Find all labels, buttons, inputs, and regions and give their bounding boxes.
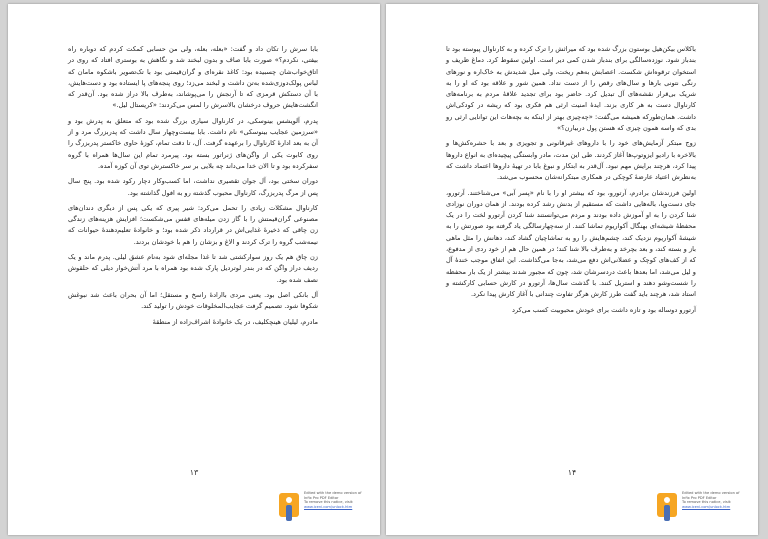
watermark-line1: Edited with the demo version of	[304, 491, 362, 495]
page-text	[68, 44, 318, 332]
paragraph: آرتورو دوساله بود و تازه داشت برای خودش محبوبیت کسب می‌کرد	[511, 305, 696, 314]
paragraph: آل بانکی اصل بود. یعنی مردی باارادهٔ راسخ و مستقل؛ اما آن بحران باعث شد نبوغش شکوفا شود. تصمیم گرفت عجایب‌المخلوقات خودش را تولید کند.	[68, 290, 318, 311]
page-number: ۱۴	[567, 468, 577, 477]
paragraph: باکلاس بیکن‌هیل بوستون بزرگ شده بود که میراثش را ترک کرده و به کارناوال پیوسته بود تا بندباز شود. نوزده‌سالگی برای بندباز شدن کمی دیر است. اولین سقوط کرد. دماغ ظریف و استخوان ترقوه‌اش شکست. اعصابش به‌هم ریخت، ولی میل شدیدش به خاک‌اره و نورهای رنگی نتونی بارها و سال‌های رقص را از دست نداد. همین شور و علاقه بود که او را به شریک بی‌قرار نقشه‌های آل تبدیل کرد. حاضر بود برای تجدید علاقهٔ مردم به برنامه‌های کارناوال دست به هر کاری بزند. ایدهٔ امنیت ارثی هم فکری بود که ریشه در کودکی‌اش داشت. همان‌طورکه همیشه می‌گفت: «چه‌چیزی بهتر از اینکه به بچه‌هات این توانایی ارثی رو بدی که واسه همون چیزی که هستن پول دربیارن؟»	[446, 45, 696, 133]
watermark-line3: To remove this notice, visit:	[682, 500, 732, 505]
watermark-line2: Infix Pro PDF Editor	[682, 495, 717, 500]
page-text	[446, 44, 696, 320]
paragraph: پدرم، آلویشس بینوسکی، در کارناوال سیاری بزرگ شده بود که متعلق به پدرش بود و «سرزمین عجایب بینوسکی» نام داشت. بابا بیست‌وچهار سال داشت که پدربزرگ مرد و از آن به بعد ادارهٔ کارناوال را برعهده گرفت. آل، تا دقت تمام، کوزهٔ حاوی خاکستر پدربزرگ را روی کابوت یکی از واگن‌های ژنراتور بسته بود. پیرمرد تمام این سال‌ها همراه با گروه سفرکرده بود و تا الان خدا می‌داند چه بلایی بر سر خاکسترش توی آن کوزه آمده.	[68, 116, 318, 170]
demo-watermark	[276, 488, 380, 528]
paragraph: مادرم، لیلیان هینچکلیف، در یک خانوادهٔ اشراف‌زاده از منطقهٔ	[152, 317, 318, 326]
paragraph: دوران سختی بود، آل جوان تقصیری نداشت، اما کسب‌وکار دچار رکود شده بود. پنج سال پس از مرگ پدربزرگ، کارناوال محبوب گذشته رو به افول گذاشته بود.	[68, 177, 318, 197]
demo-watermark	[654, 488, 758, 528]
paragraph: زوج مبتکر آزمایش‌های خود را با داروهای غیرقانونی و تجویزی و بعد با حشره‌کش‌ها و بالاخره با رادیو ایزوتوپ‌ها آغاز کردند. طی این مدت، مادر وابستگی پیچیده‌ای به انواع داروها پیدا کرد، هرچند برایش مهم نبود. آل‌قدر به ابتکار و نبوغ بابا در تهیهٔ داروها اعتماد داشت که به‌نظرش اعتیاد عارضهٔ کوچکی در همکاری مبتکرانه‌شان محسوب می‌شد.	[446, 139, 696, 182]
paragraph: اولین فرزندشان برادرم، آرتورو، بود که بیشتر او را با نام «پسر آبی» می‌شناختند. آرتورو، جای دست‌وپا، باله‌هایی داشت که مستقیم از بدنش رشد کرده بودند. از همان دوران نوزادی شنا کردن را به او آموزش داده بودند و مردم می‌توانستند شنا کردن آرتورو لخت را در یک محفظهٔ شیشه‌ای بهنگال آکواریوم تماشا کنند. از سه‌چهارسالگی یاد گرفته بود صورتش را به شیشهٔ آکواریوم نزدیک کند، چشم‌هایش را رو به تماشاچیان گشاد کند، دهانش را مثل ماهی باز و بسته کند، و بعد بچرخد و به‌طرف بالا شنا کند؛ در همین حال هم از خود ردی از مدفوع، که از کف‌های کوچک و عضلانی‌اش دفع می‌شد، به‌جا می‌گذاشت. این اتفاق موجب خندهٔ آل و لیل می‌شد، اما بعدها باعث دردسرشان شد، چون که مجبور شدند بیشتر از یک بار محفظه را شست‌وشو دهند و استریل کنند. با گذشت سال‌ها، آرتورو در کارش حسابی کارکشته و استاد شد، هرچند باید گفت طرز کارش هرگز تفاوت چندانی با آغاز کارش پیدا نکرد.	[446, 188, 696, 299]
page-13	[8, 4, 380, 535]
infix-logo-icon	[654, 490, 680, 524]
page-number: ۱۳	[189, 468, 199, 477]
watermark-link[interactable]: www.iceni.com/unlock.htm	[304, 504, 353, 509]
page-14	[386, 4, 758, 535]
watermark-line1: Edited with the demo version of	[682, 491, 740, 495]
watermark-link[interactable]: www.iceni.com/unlock.htm	[682, 504, 731, 509]
infix-logo-icon	[276, 490, 302, 524]
paragraph: زن چاق هم یک روز سوارکشتی شد تا غذا مجله‌ای شود به‌نام عشق لیلی. پدرم ماند و یک ردیف دراز واگن که در بندر لوتردیل پارک شده بود همراه با مرد آتش‌خوار دیلی که حلقوش نصف شده بود.	[68, 253, 318, 284]
watermark-line3: To remove this notice, visit:	[304, 500, 354, 505]
watermark-line2: Infix Pro PDF Editor	[304, 495, 339, 500]
paragraph: کارناوال مشکلات زیادی را تحمل می‌کرد: شیر پیری که یکی پس از دیگری دندان‌های مصنوعی گران‌قیمتش را با گاز زدن میله‌های قفس می‌شکست؛ افزایش هزینه‌های زندگی زن چاقی که ذخیرهٔ غذایی‌اش در قرارداد ذکر شده بود؛ و خانوادهٔ تعلیم‌دهندهٔ حیوانات که نیمه‌شب گروه را ترک کردند و الاغ و بزشان را هم با خودشان بردند.	[68, 203, 318, 246]
paragraph: بابا سرش را تکان داد و گفت: «بعله، بعله، ولی من حسابی کمکت کردم که دوباره راه بیفتی، نکردم؟» صورت بابا صاف و بدون لبخند شد و نگاهش به بوستری افتاد که روی در اتاق‌خواب‌شان چسبیده بود: کاغذ نقره‌ای و گران‌قیمتی بود با تک‌تصویر باشکوه مامان که لباس پولک‌دوزی‌شده به‌تن داشت و لبخند می‌زد؛ روی پنجه‌های پا ایستاده بود و دست‌هایش، با آن دستکش قرمزی که تا آرنجش را می‌پوشاند، به‌طرف بالا دراز شده بود. آن‌قدر که انگشت‌هایش حروف درخشان بالاسرش را لمس می‌کردند: «کریستال لیل.»	[68, 45, 318, 110]
